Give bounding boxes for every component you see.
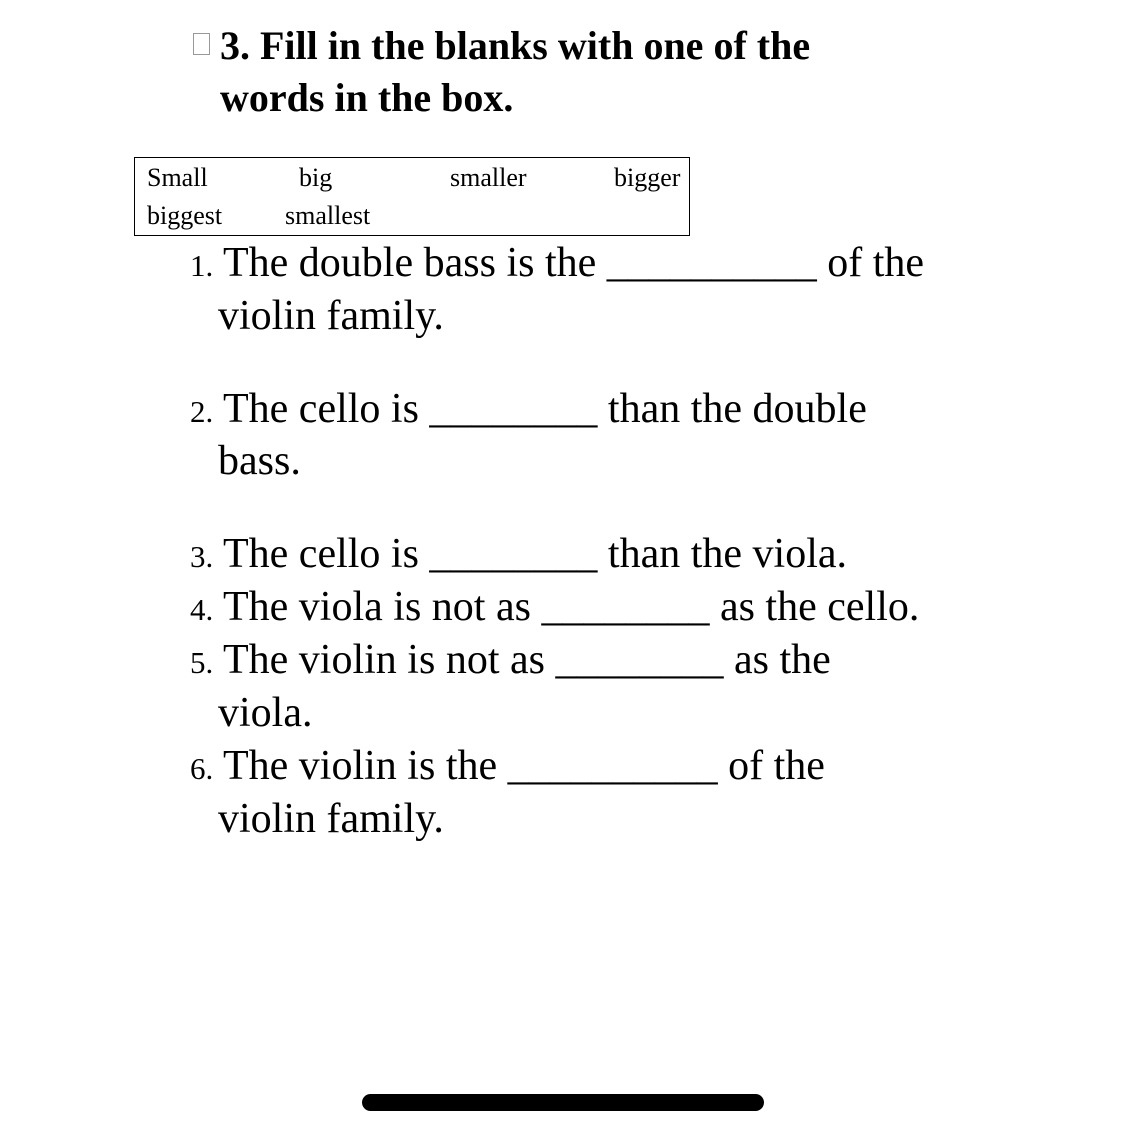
word-box-word: smallest — [285, 201, 371, 230]
question-number: 3. — [190, 539, 214, 574]
question-text: The violin is the __________ of the — [223, 743, 825, 789]
question-number: 6. — [190, 751, 214, 786]
word-box — [134, 157, 690, 236]
question-2-line-2: bass. — [218, 438, 301, 484]
question-text: The cello is ________ than the viola. — [223, 531, 848, 577]
word-box-word: Small — [147, 163, 208, 192]
exercise-heading — [193, 20, 900, 124]
question-number: 5. — [190, 645, 214, 680]
question-text: The viola is not as ________ as the cello. — [223, 584, 920, 630]
question-1-line-1 — [190, 239, 924, 290]
word-box-word: smaller — [450, 163, 527, 192]
home-indicator[interactable] — [362, 1094, 764, 1111]
question-text: The violin is not as ________ as the — [223, 637, 831, 683]
question-text: The cello is ________ than the double — [223, 386, 867, 432]
question-5-line-1 — [190, 636, 831, 687]
question-2-line-1 — [190, 385, 867, 436]
question-number: 1. — [190, 248, 214, 283]
question-text: The double bass is the __________ of the — [223, 240, 925, 286]
question-1-line-2: violin family. — [218, 293, 444, 339]
question-5-line-2: viola. — [218, 690, 313, 736]
word-box-word: big — [299, 163, 333, 192]
heading-text: 3. Fill in the blanks with one of the words in the box. — [220, 23, 811, 120]
question-6-line-2: violin family. — [218, 796, 444, 842]
question-number: 2. — [190, 394, 214, 429]
word-box-word: biggest — [147, 201, 223, 230]
question-6-line-1 — [190, 742, 825, 793]
question-4-line-1 — [190, 583, 919, 634]
question-number: 4. — [190, 592, 214, 627]
word-box-word: bigger — [614, 163, 681, 192]
checkbox-icon[interactable] — [193, 33, 210, 55]
question-3-line-1 — [190, 530, 847, 581]
